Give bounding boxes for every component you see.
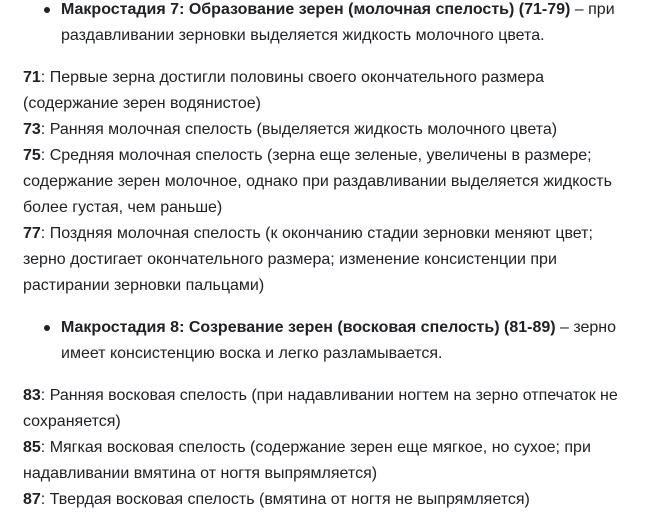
code-separator: : [40, 69, 50, 86]
code-separator: : [40, 439, 50, 456]
stage-code-87 [23, 487, 633, 513]
code-separator: : [40, 121, 50, 138]
stage-code-77 [23, 221, 633, 299]
stage-title: Макростадия 8: Созревание зерен (восковая спелость) (81-89) [61, 319, 556, 336]
document-body [23, 0, 633, 513]
stage-list-8 [23, 315, 633, 367]
bullet-icon [44, 325, 50, 331]
stage-list-7 [23, 0, 633, 49]
code-text: Поздняя молочная спелость (к окончанию стадии зерновки меняют цвет; зерно достигает окончательного размера; изменение консистенции при растирании зерновки пальцами) [23, 225, 593, 294]
stage-title: Макростадия 7: Образование зерен (молочная спелость) (71-79) [61, 1, 571, 18]
stage-description: – зерно имеет консистенцию воска и легко разламывается. [61, 319, 617, 362]
code-number: 77 [23, 225, 41, 242]
code-number: 83 [23, 387, 41, 404]
code-text: Первые зерна достигли половины своего окончательного размера (содержание зерен водянистое) [23, 69, 545, 112]
code-separator: : [40, 147, 50, 164]
spacer [23, 367, 633, 383]
stage-code-85 [23, 435, 633, 487]
code-separator: : [40, 491, 50, 508]
code-separator: : [40, 225, 50, 242]
code-number: 85 [23, 439, 41, 456]
code-text: Ранняя молочная спелость (выделяется жидкость молочного цвета) [49, 121, 558, 138]
code-text: Твердая восковая спелость (вмятина от ногтя не выпрямляется) [49, 491, 530, 508]
code-number: 73 [23, 121, 41, 138]
code-text: Ранняя восковая спелость (при надавливании ногтем на зерно отпечаток не сохраняется) [23, 387, 618, 430]
spacer [23, 49, 633, 65]
code-text: Мягкая восковая спелость (содержание зерен еще мягкое, но сухое; при надавливании вмятина от ногтя выпрямляется) [23, 439, 591, 482]
stage-bullet-7 [23, 0, 633, 49]
bullet-icon [44, 7, 50, 13]
stage-description: – при раздавливании зерновки выделяется жидкость молочного цвета. [61, 1, 615, 44]
spacer [23, 299, 633, 315]
stage-code-73 [23, 117, 633, 143]
code-number: 75 [23, 147, 41, 164]
stage-code-75 [23, 143, 633, 221]
code-separator: : [40, 387, 50, 404]
code-text: Средняя молочная спелость (зерна еще зеленые, увеличены в размере; содержание зерен молочное, однако при раздавливании выделяется жидкость более густая, чем раньше) [23, 147, 612, 216]
code-number: 71 [23, 69, 41, 86]
stage-bullet-8 [23, 315, 633, 367]
stage-code-83 [23, 383, 633, 435]
code-number: 87 [23, 491, 41, 508]
stage-code-71 [23, 65, 633, 117]
